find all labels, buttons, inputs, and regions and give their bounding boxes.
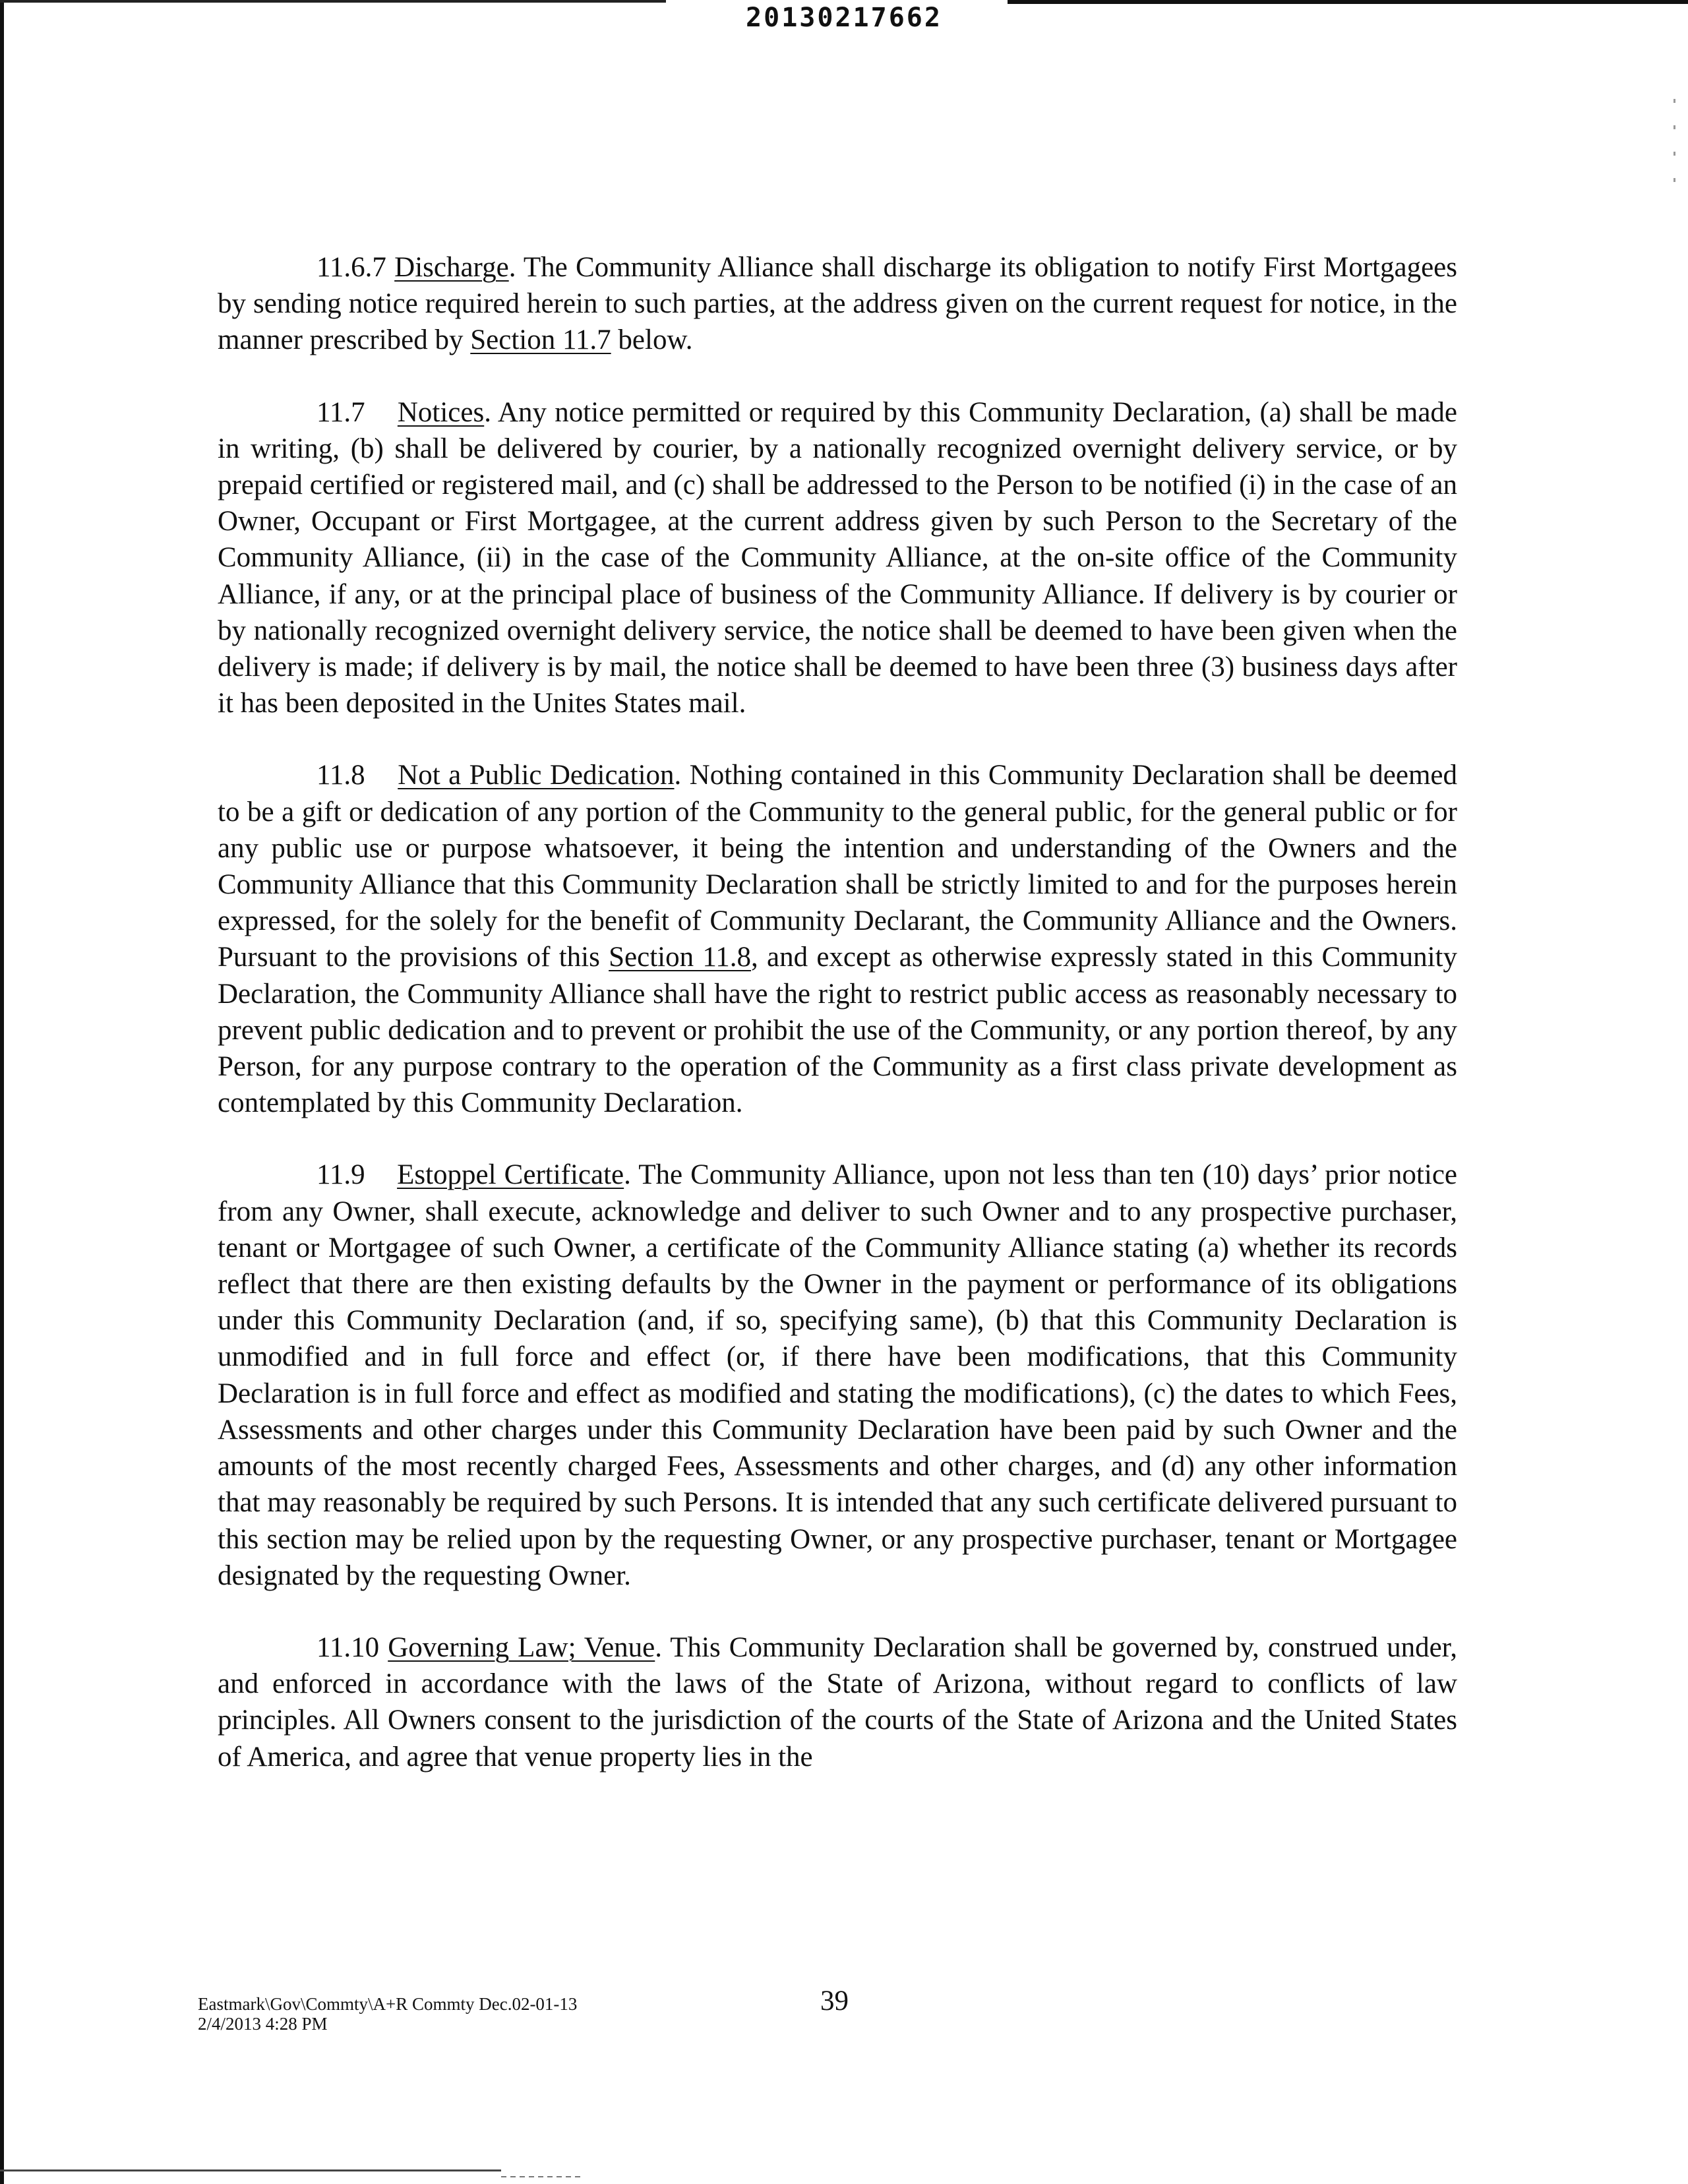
section-text: . This Community Declaration shall be governed by, construed under, and enforced in accordance with the laws of the State of Arizona, without regard to conflicts of law principles. All Owners consent to the jurisdiction of the courts of the State of Arizona and the United States of America, and agree that venue property lies in the	[218, 1631, 1458, 1773]
section-11-7	[218, 394, 1457, 722]
scan-edge-bottom-dash	[501, 2176, 580, 2177]
section-number: 11.10	[316, 1631, 380, 1663]
section-11-10	[218, 1629, 1457, 1775]
page-number: 39	[820, 1986, 849, 2017]
section-11-6-7	[218, 249, 1457, 359]
document-body	[218, 249, 1457, 1811]
section-reference: Section 11.7	[470, 324, 611, 356]
section-reference: Section 11.8	[609, 942, 751, 973]
document-number: 20130217662	[746, 3, 942, 33]
section-text: . Nothing contained in this Community Declaration shall be deemed to be a gift or dedication of any portion of the Community to the general public, for the general public or for any public use or purpose whatsoever, it being the intention and understanding of the Owners and the Community Alliance that this Community Declaration shall be strictly limited to and for the purposes herein expressed, for the solely for the benefit of Community Declarant, the Community Alliance and the Owners. Pursuant to the provisions of this	[218, 760, 1457, 973]
section-text: . The Community Alliance, upon not less than ten (10) days’ prior notice from any Owner, shall execute, acknowledge and deliver to such Owner and to any prospective purchaser, tenant or Mortgagee of such Owner, a certificate of the Community Alliance stating (a) whether its records reflect that there are then existing defaults by the Owner in the payment or performance of its obligations under this Community Declaration (and, if so, specifying same), (b) that this Community Declaration is unmodified and in full force and effect (or, if there have been modifications, that this Community Declaration is in full force and effect as modified and stating the modifications), (c) the dates to which Fees, Assessments and other charges under this Community Declaration have been paid by such Owner and the amounts of the most recently charged Fees, Assessments and other charges, and (d) any other information that may reasonably be required by such Persons. It is intended that any such certificate delivered pursuant to this section may be relied upon by the requesting Owner, or any prospective purchaser, tenant or Mortgagee designated by the requesting Owner.	[218, 1159, 1457, 1591]
section-text: , and except as otherwise expressly stated in this Community Declaration, the Community Alliance shall have the right to restrict public access as reasonably necessary to prevent public dedication and to prevent or prohibit the use of the Community, or any portion thereof, by any Person, for any purpose contrary to the operation of the Community as a first class private development as contemplated by this Community Declaration.	[218, 942, 1458, 1119]
section-title: Discharge	[394, 252, 509, 283]
section-text: below.	[611, 324, 693, 356]
footer-timestamp: 2/4/2013 4:28 PM	[198, 2014, 328, 2034]
section-text: . The Community Alliance shall discharge its obligation to notify First Mortgagees by sending notice required herein to such parties, at the address given on the current request for notice, in the manner prescribed by	[218, 252, 1457, 356]
section-number: 11.8	[316, 760, 365, 791]
scan-edge-left	[0, 0, 4, 2184]
section-title: Estoppel Certificate	[397, 1159, 624, 1191]
footer-file-info	[198, 1994, 577, 2034]
section-number: 11.7	[316, 396, 365, 428]
section-number: 11.6.7	[316, 252, 386, 283]
section-11-9	[218, 1157, 1457, 1593]
section-11-8	[218, 757, 1457, 1121]
section-title: Notices	[397, 396, 485, 428]
section-text: . Any notice permitted or required by this Community Declaration, (a) shall be made in writing, (b) shall be delivered by courier, by a nationally recognized overnight delivery service, or by prepaid certified or registered mail, and (c) shall be addressed to the Person to be notified (i) in the case of an Owner, Occupant or First Mortgagee, at the current address given by such Person to the Secretary of the Community Alliance, (ii) in the case of the Community Alliance, at the on-site office of the Community Alliance, if any, or at the principal place of business of the Community Alliance. If delivery is by courier or by nationally recognized overnight delivery service, the notice shall be deemed to have been given when the delivery is made; if delivery is by mail, the notice shall be deemed to have been three (3) business days after it has been deposited in the Unites States mail.	[218, 396, 1458, 719]
scan-edge-right	[1673, 99, 1675, 185]
section-title: Not a Public Dedication	[398, 760, 675, 791]
scan-edge-bottom	[0, 2169, 501, 2171]
section-number: 11.9	[316, 1159, 365, 1191]
section-title: Governing Law; Venue	[388, 1631, 655, 1663]
footer-file-path: Eastmark\Gov\Commty\A+R Commty Dec.02-01-13	[198, 1994, 578, 2014]
